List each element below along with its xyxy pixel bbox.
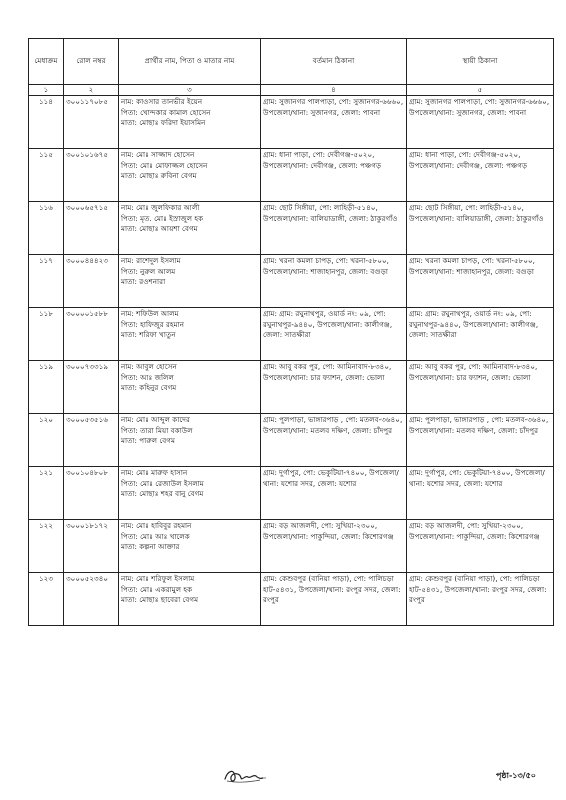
candidate-name: নাম: মোঃ মারুফ হাসান [121, 468, 188, 478]
column-number: ৪ [261, 85, 407, 96]
candidate-cell [119, 308, 261, 361]
roll-cell: ৩০০০০১৫৮৮ [64, 308, 119, 361]
father-name: পিতা: খোন্দকার কামাল হোসেন [121, 107, 211, 117]
candidate-name: নাম: মোঃ হাবিবুর রহমান [121, 521, 192, 531]
permanent-address-cell: গ্রাম: গ্রাম: রঘুনাথপুর, ওয়ার্ড নং: ০৯, পো: রঘুনাথপুর-৯৪৪০, উপজেলা/থানা: কালীগঞ্জ, জেলা: সাতক্ষীরা [407, 308, 554, 361]
table-row [29, 96, 554, 149]
candidate-name: নাম: মোঃ জুলফিকার আলী [121, 203, 200, 213]
merit-cell: ১২৩ [29, 573, 64, 626]
roll-cell: ৩০০০৫৩৫১৬ [64, 414, 119, 467]
mother-name: মাতা: রওশনারা [121, 277, 166, 287]
candidate-name: নাম: মোঃ শরিফুল ইসলাম [121, 574, 195, 584]
permanent-address-cell: গ্রাম: সুজানগর পালপাড়া, পো: সুজানগর-৬৬৬০, উপজেলা/থানা: সুজানগর, জেলা: পাবনা [407, 96, 554, 149]
mother-name: মাতা: মোছাঃ ফরিদা ইয়াসমিন [121, 118, 206, 128]
roll-cell: ৩০০১১৭০৮৫ [64, 96, 119, 149]
column-number: ৫ [407, 85, 554, 96]
roll-cell: ৩০০১০১৬৭৫ [64, 149, 119, 202]
permanent-address-cell: গ্রাম: দুর্গাপুর, পো: ভেকুটিয়া-৭৪০০, উপজেলা/থানা: যশোর সদর, জেলা: যশোর [407, 467, 554, 520]
roll-cell: ৩০০০৭৩৩১৯ [64, 361, 119, 414]
permanent-address-cell: গ্রাম: খরনা কমলা চাপড়, পো: খরনা-৫৮০০, উপজেলা/থানা: শাজাহানপুর, জেলা: বগুড়া [407, 255, 554, 308]
present-address-cell: গ্রাম: কেশুবপুর (বানিয়া পাড়া), পো: পালিচড়া হাট-৫৪৩১, উপজেলা/থানা: রংপুর সদর, জেলা: রংপুর [261, 573, 407, 626]
candidate-cell [119, 361, 261, 414]
merit-cell: ১২১ [29, 467, 64, 520]
present-address-cell: গ্রাম: আবু বকর পুর, পো: আমিনাবাদ-৮৩৪০, উপজেলা/থানা: চার ফ্যাশন, জেলা: ভোলা [261, 361, 407, 414]
mother-name: মাতা: মোছাঃ শহর বানু বেগম [121, 489, 204, 499]
merit-cell: ১১৬ [29, 202, 64, 255]
mother-name: মাতা: মোছাঃ ছাবেরা বেগম [121, 595, 199, 605]
header-roll: রোল নম্বর [64, 39, 119, 85]
father-name: পিতা: নুরুল আলম [121, 266, 176, 276]
page-number: পৃষ্ঠা-১৩/৫০ [496, 771, 536, 780]
candidate-name: নাম: মোঃ সাজ্জাদ হোসেন [121, 150, 195, 160]
table-row [29, 414, 554, 467]
present-address-cell: গ্রাম: খরনা কমলা চাপড়, পো: খরনা-৫৮০০, উপজেলা/থানা: শাজাহানপুর, জেলা: বগুড়া [261, 255, 407, 308]
mother-name: মাতা: মোছাঃ আয়শা বেগম [121, 224, 198, 234]
roll-cell: ৩০০০১৮১৭২ [64, 520, 119, 573]
father-name: পিতা: মোঃ একরামুল হক [121, 584, 193, 594]
table-row [29, 361, 554, 414]
roll-cell: ৩০০০৪৪৪২৩ [64, 255, 119, 308]
table-row [29, 520, 554, 573]
present-address-cell: গ্রাম: সুজানগর পালপাড়া, পো: সুজানগর-৬৬৬০, উপজেলা/থানা: সুজানগর, জেলা: পাবনা [261, 96, 407, 149]
candidate-cell [119, 467, 261, 520]
merit-cell: ১১৪ [29, 96, 64, 149]
father-name: পিতা: মোঃ আঃ খালেক [121, 531, 190, 541]
table-row [29, 573, 554, 626]
present-address-cell: গ্রাম: গ্রাম: রঘুনাথপুর, ওয়ার্ড নং: ০৯, পো: রঘুনাথপুর-৯৪৪০, উপজেলা/থানা: কালীগঞ্জ, জেলা: সাতক্ষীরা [261, 308, 407, 361]
candidate-cell [119, 202, 261, 255]
table-row [29, 149, 554, 202]
merit-cell: ১১৭ [29, 255, 64, 308]
candidate-name: নাম: মোঃ আব্দুল কাদের [121, 415, 190, 425]
column-number: ২ [64, 85, 119, 96]
candidate-cell [119, 520, 261, 573]
present-address-cell: গ্রাম: ছোট সিঙ্গীয়া, পো: লাহিড়ী-৫১৪০, উপজেলা/থানা: বালিয়াডাঙ্গী, জেলা: ঠাকুরগাঁও [261, 202, 407, 255]
present-address-cell: গ্রাম: পুলপাড়া, ভাঙ্গারপাড় , পো: মতলব-৩৬৪০, উপজেলা/থানা: মতলব দক্ষিণ, জেলা: চাঁদপুর [261, 414, 407, 467]
candidate-cell [119, 414, 261, 467]
permanent-address-cell: গ্রাম: পুলপাড়া, ভাঙ্গারপাড় , পো: মতলব-৩৬৪০, উপজেলা/থানা: মতলব দক্ষিণ, জেলা: চাঁদপুর [407, 414, 554, 467]
father-name: পিতা: মৃত. মোঃ ইস্রাজুল হক [121, 213, 204, 223]
column-number-row [29, 85, 554, 96]
present-address-cell: গ্রাম: বড় আজলদী, পো: সুখিয়া-২৩০০, উপজেলা/থানা: পাকুন্দিয়া, জেলা: কিশোরগঞ্জ [261, 520, 407, 573]
candidate-name: নাম: রাশেদুল ইসলাম [121, 256, 181, 266]
column-number: ৩ [119, 85, 261, 96]
permanent-address-cell: গ্রাম: ছোট সিঙ্গীয়া, পো: লাহিড়ী-৫১৪০, উপজেলা/থানা: বালিয়াডাঙ্গী, জেলা: ঠাকুরগাঁও [407, 202, 554, 255]
mother-name: মাতা: মোছাঃ রুবিনা বেগম [121, 171, 197, 181]
permanent-address-cell: গ্রাম: বড় আজলদী, পো: সুখিয়া-২৩০০, উপজেলা/থানা: পাকুন্দিয়া, জেলা: কিশোরগঞ্জ [407, 520, 554, 573]
signature-icon [222, 766, 268, 786]
candidate-cell [119, 255, 261, 308]
table-row [29, 202, 554, 255]
merit-cell: ১১৯ [29, 361, 64, 414]
roll-cell: ৩০০১০৪৮০৮ [64, 467, 119, 520]
permanent-address-cell: গ্রাম: কেশুবপুর (বানিয়া পাড়া), পো: পালিচড়া হাট-৫৪৩১, উপজেলা/থানা: রংপুর সদর, জেলা: রংপুর [407, 573, 554, 626]
present-address-cell: গ্রাম: ধানা পাড়া, পো: দেবীগঞ্জ-৫০২০, উপজেলা/থানা: দেবীগঞ্জ, জেলা: পঞ্চগড় [261, 149, 407, 202]
header-present-address: বর্তমান ঠিকানা [261, 39, 407, 85]
father-name: পিতা: তারা মিয়া বকাউল [121, 425, 193, 435]
candidate-table [28, 38, 554, 626]
father-name: পিতা: আঃ জলিল [121, 372, 174, 382]
father-name: পিতা: মোঃ মোফাজ্জল হোসেন [121, 160, 208, 170]
header-row [29, 39, 554, 85]
father-name: পিতা: মোঃ রেজাউল ইসলাম [121, 478, 204, 488]
header-permanent-address: স্থায়ী ঠিকানা [407, 39, 554, 85]
father-name: পিতা: হাফিজুর রহমান [121, 319, 185, 329]
header-name: প্রার্থীর নাম, পিতা ও মাতার নাম [119, 39, 261, 85]
mother-name: মাতা: কহিনুর বেগম [121, 383, 177, 393]
present-address-cell: গ্রাম: দুর্গাপুর, পো: ভেকুটিয়া-৭৪০০, উপজেলা/থানা: যশোর সদর, জেলা: যশোর [261, 467, 407, 520]
header-merit: মেধাক্রম [29, 39, 64, 85]
table-row [29, 467, 554, 520]
candidate-name: নাম: শফিউল আলম [121, 309, 179, 319]
mother-name: মাতা: পারুল বেগম [121, 436, 175, 446]
candidate-cell [119, 149, 261, 202]
table-row [29, 308, 554, 361]
candidate-cell [119, 573, 261, 626]
roll-cell: ৩০০০৫২৩৪০ [64, 573, 119, 626]
merit-cell: ১২২ [29, 520, 64, 573]
candidate-name: নাম: কাওসার তানভীর ইয়েন [121, 97, 203, 107]
merit-cell: ১১৫ [29, 149, 64, 202]
table-row [29, 255, 554, 308]
mother-name: মাতা: কল্পনা আক্তার [121, 542, 180, 552]
candidate-name: নাম: আবুল হোসেন [121, 362, 177, 372]
roll-cell: ৩০০০৬৫৭১৫ [64, 202, 119, 255]
merit-cell: ১২০ [29, 414, 64, 467]
mother-name: মাতা: শরিফা খাতুন [121, 330, 176, 340]
column-number: ১ [29, 85, 64, 96]
permanent-address-cell: গ্রাম: আবু বকর পুর, পো: আমিনাবাদ-৮৩৪০, উপজেলা/থানা: চার ফ্যাশন, জেলা: ভোলা [407, 361, 554, 414]
permanent-address-cell: গ্রাম: ধানা পাড়া, পো: দেবীগঞ্জ-৫০২০, উপজেলা/থানা: দেবীগঞ্জ, জেলা: পঞ্চগড় [407, 149, 554, 202]
merit-cell: ১১৮ [29, 308, 64, 361]
candidate-cell [119, 96, 261, 149]
